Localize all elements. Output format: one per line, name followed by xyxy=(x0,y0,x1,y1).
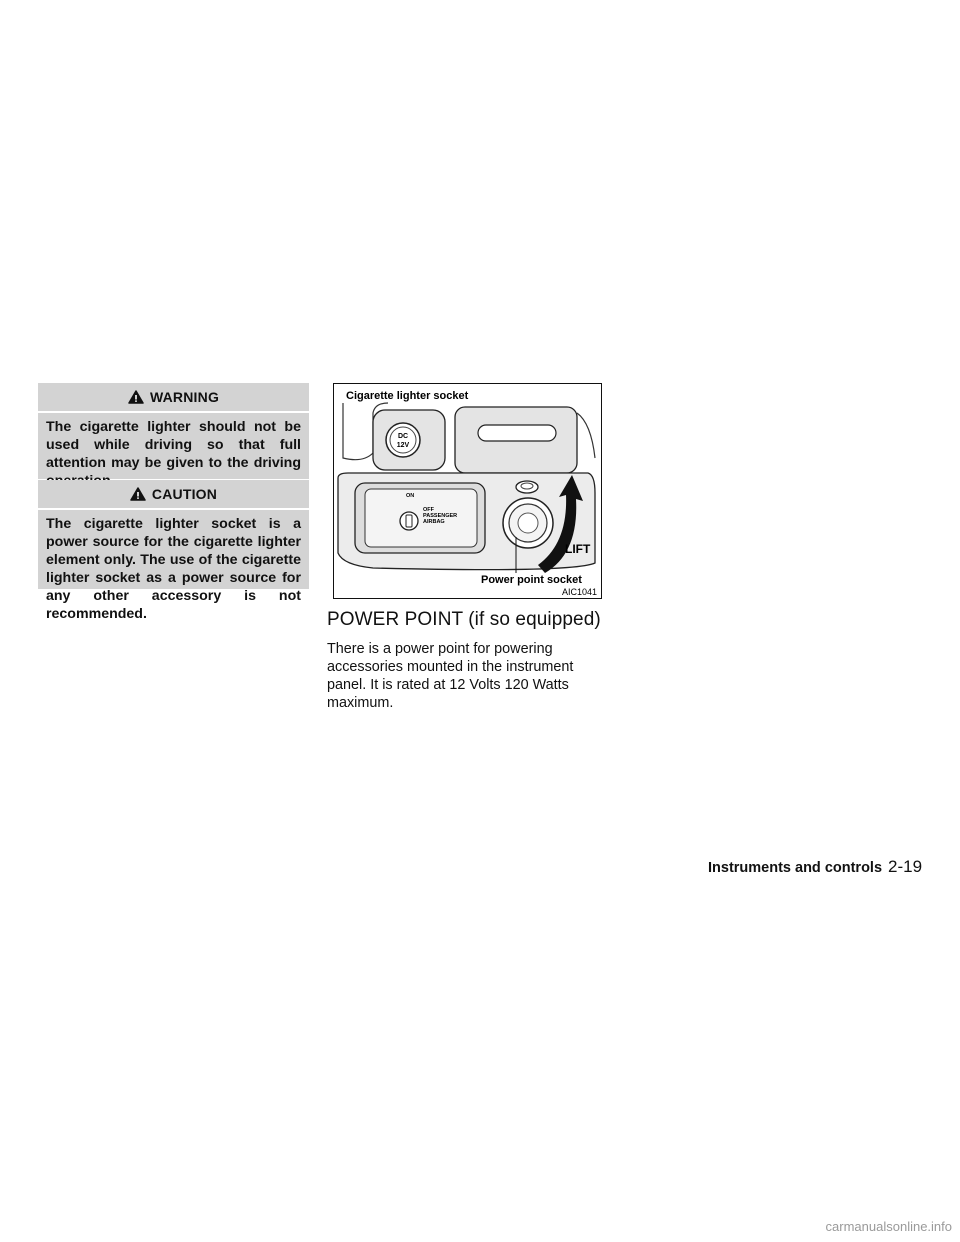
power-point-socket-label: Power point socket xyxy=(481,574,582,586)
warning-header xyxy=(38,383,309,413)
page-footer xyxy=(708,857,922,877)
switch-off-label: OFF xyxy=(423,507,434,513)
section-heading: POWER POINT (if so equipped) xyxy=(327,609,601,630)
section-body: There is a power point for powering accessories mounted in the instrument panel. It is rated at 12 Volts 120 Watts maximum. xyxy=(327,641,574,711)
caution-text: The cigarette lighter socket is a power source for the cigarette lighter element only. The use of the cigarette lighter socket as a power source for any other accessory is not recommended. xyxy=(46,516,301,622)
switch-passenger-label: PASSENGER xyxy=(423,513,458,519)
caution-box xyxy=(38,480,309,622)
watermark: carmanualsonline.info xyxy=(825,1219,952,1234)
cigarette-lighter-socket-label: Cigarette lighter socket xyxy=(346,390,469,402)
warning-title: WARNING xyxy=(149,389,220,405)
warning-triangle-icon xyxy=(130,487,146,501)
figure-id: AIC1041 xyxy=(561,587,597,597)
socket-dc-label: DC xyxy=(397,433,409,440)
caution-header xyxy=(38,480,309,510)
socket-12v-label: 12V xyxy=(396,442,410,449)
caution-title: CAUTION xyxy=(151,486,218,502)
switch-airbag-label: AIRBAG xyxy=(423,519,445,525)
switch-on-label: ON xyxy=(406,493,415,499)
power-point-figure xyxy=(333,383,602,599)
warning-box xyxy=(38,383,309,479)
footer-page-number: 2-19 xyxy=(888,857,923,876)
warning-text: The cigarette lighter should not be used while driving so that full attention may be given to the driving xyxy=(46,419,301,471)
warning-triangle-icon xyxy=(128,390,144,404)
storage-slot xyxy=(478,425,556,441)
lift-label: LIFT xyxy=(565,542,591,556)
footer-section-name: Instruments and controls xyxy=(708,860,883,876)
